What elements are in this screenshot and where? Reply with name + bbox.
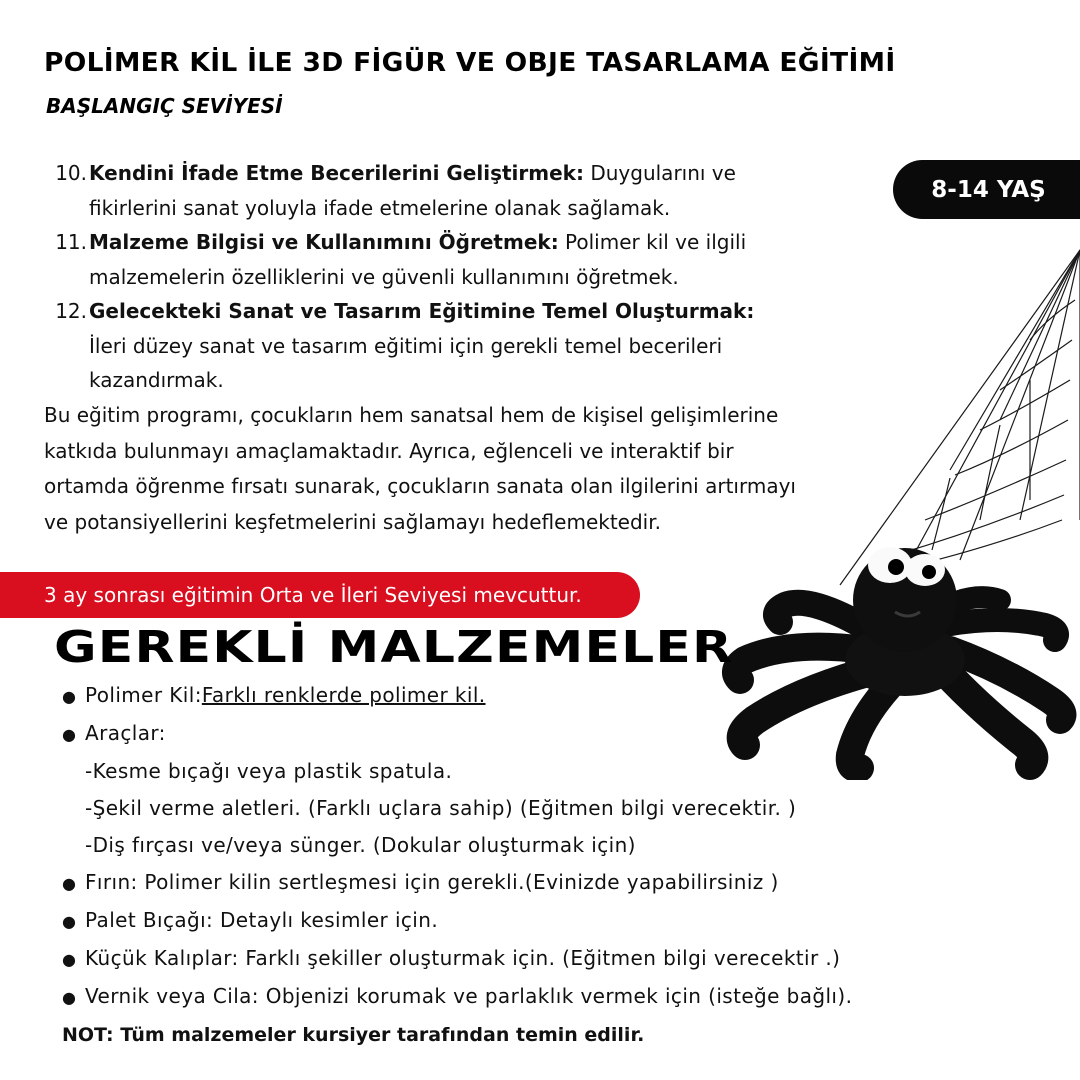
list-item xyxy=(62,864,962,902)
tool-item: -Kesme bıçağı veya plastik spatula. xyxy=(85,759,453,783)
notice-banner xyxy=(0,572,640,618)
goals-list xyxy=(44,156,784,398)
goal-number: 11. xyxy=(55,230,87,254)
supply-note: NOT: Tüm malzemeler kursiyer tarafından temin edilir. xyxy=(62,1024,645,1046)
list-item xyxy=(44,156,784,225)
bullet-icon: ● xyxy=(62,912,77,931)
material-molds: Küçük Kalıplar: Farklı şekiller oluşturmak için. (Eğitmen bilgi verecektir .) xyxy=(85,946,841,970)
materials-heading: GEREKLİ MALZEMELER xyxy=(54,622,734,673)
page-title: POLİMER KİL İLE 3D FİGÜR VE OBJE TASARLAMA EĞİTİMİ xyxy=(44,48,896,78)
bullet-icon: ● xyxy=(62,725,77,744)
goal-title: Kendini İfade Etme Becerilerini Geliştirmek: xyxy=(89,161,584,185)
list-item xyxy=(62,677,962,715)
list-item xyxy=(62,940,962,978)
program-summary: Bu eğitim programı, çocukların hem sanatsal hem de kişisel gelişimlerine katkıda bulunmayı amaçlamaktadır. Ayrıca, eğlenceli ve interaktif bir ortamda öğrenme fırsatı sunarak, çocukların sanata olan ilgilerini artırmayı ve potansiyellerini keşfetmelerini sağlamayı hedeflemektedir. xyxy=(44,403,796,534)
list-item xyxy=(62,902,962,940)
goal-title: Gelecekteki Sanat ve Tasarım Eğitimine Temel Oluşturmak: xyxy=(89,299,755,323)
age-badge: 8-14 YAŞ xyxy=(893,160,1080,219)
spider-web-icon xyxy=(840,250,1080,585)
level-subtitle: BAŞLANGIÇ SEVİYESİ xyxy=(46,94,283,118)
material-label: Polimer Kil: xyxy=(85,683,202,707)
material-detail: Farklı renklerde polimer kil. xyxy=(201,683,486,707)
bullet-icon: ● xyxy=(62,950,77,969)
goal-text: Duygularını ve fikirlerini sanat yoluyla ifade etmelerine olanak sağlamak. xyxy=(89,161,736,220)
bullet-icon: ● xyxy=(62,874,77,893)
goal-title: Malzeme Bilgisi ve Kullanımını Öğretmek: xyxy=(89,230,559,254)
materials-list xyxy=(62,677,962,1016)
material-varnish: Vernik veya Cila: Objenizi korumak ve parlaklık vermek için (isteğe bağlı). xyxy=(85,984,853,1008)
tool-item: -Şekil verme aletleri. (Farklı uçlara sahip) (Eğitmen bilgi verecektir. ) xyxy=(85,796,797,820)
bullet-icon: ● xyxy=(62,687,77,706)
tool-item: -Diş fırçası ve/veya sünger. (Dokular oluşturmak için) xyxy=(85,833,636,857)
goal-number: 10. xyxy=(55,161,87,185)
material-oven: Fırın: Polimer kilin sertleşmesi için gerekli.(Evinizde yapabilirsiniz ) xyxy=(85,870,779,894)
notice-text: 3 ay sonrası eğitimin Orta ve İleri Seviyesi mevcuttur. xyxy=(44,583,582,607)
list-item xyxy=(44,294,784,398)
bullet-icon: ● xyxy=(62,988,77,1007)
list-item xyxy=(62,715,962,753)
list-item xyxy=(44,225,784,294)
material-label: Araçlar: xyxy=(85,721,166,745)
material-palette-knife: Palet Bıçağı: Detaylı kesimler için. xyxy=(85,908,439,932)
goal-text: Polimer kil ve ilgili malzemelerin özelliklerini ve güvenli kullanımını öğretmek. xyxy=(89,230,747,289)
list-item xyxy=(62,978,962,1016)
goal-number: 12. xyxy=(55,299,87,323)
goal-text: İleri düzey sanat ve tasarım eğitimi için gerekli temel becerileri kazandırmak. xyxy=(89,333,723,392)
